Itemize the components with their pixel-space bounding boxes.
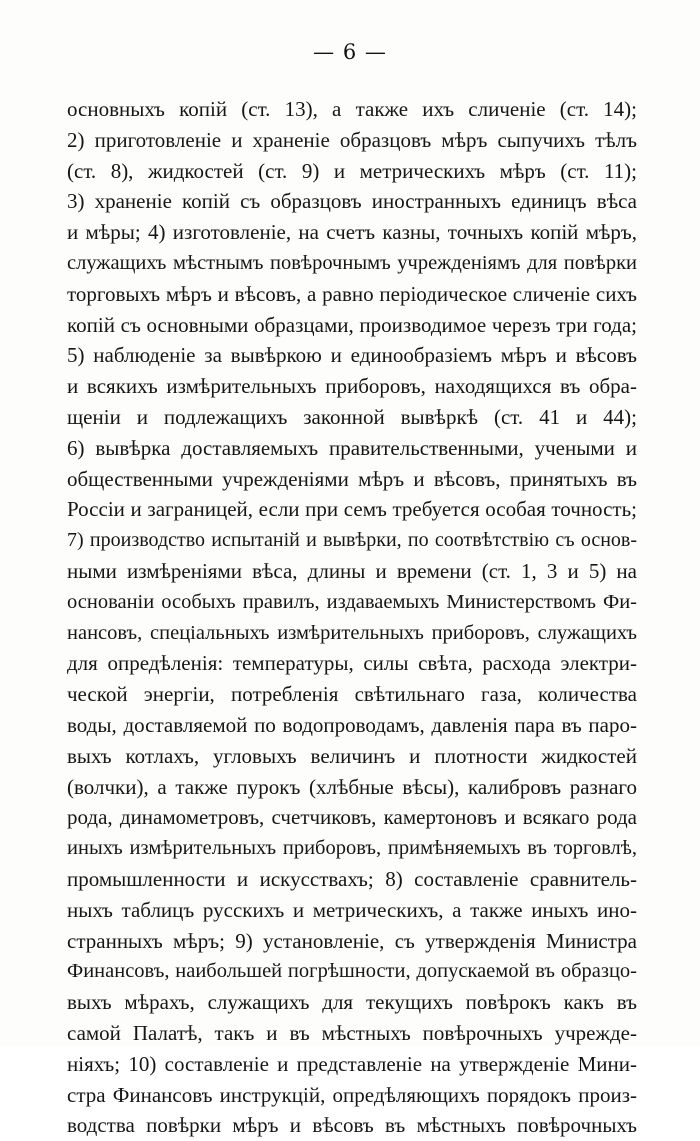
text-line: (волчки), а также пурокъ (хлѣбные вѣсы), калибровъ разнаго: [67, 774, 637, 799]
text-line: Россіи и заграницей, если при семъ требуется особая точность;: [67, 497, 637, 522]
text-line: и всякихъ измѣрительныхъ приборовъ, находящихся въ обра-: [67, 374, 637, 399]
body-text: [67, 94, 637, 1141]
text-line: 3) храненіе копій съ образцовъ иностранныхъ единицъ вѣса: [67, 189, 637, 214]
text-line: выхъ котлахъ, угловыхъ величинъ и плотности жидкостей: [67, 743, 637, 768]
text-line: ными измѣреніями вѣса, длины и времени (ст. 1, 3 и 5) на: [67, 558, 637, 583]
text-line: основаніи особыхъ правилъ, издаваемыхъ Министерствомъ Фи-: [67, 590, 637, 613]
text-line: рода, динамометровъ, счетчиковъ, камертоновъ и всякаго рода: [67, 805, 637, 830]
text-line: щеніи и подлежащихъ законной вывѣркѣ (ст. 41 и 44);: [67, 404, 637, 429]
text-line: странныхъ мѣръ; 9) установленіе, съ утвержденія Министра: [67, 928, 637, 953]
page-number: — 6 —: [313, 40, 387, 64]
text-line: воды, доставляемой по водопроводамъ, давленія пара въ паро-: [67, 712, 637, 737]
text-line: копій съ основными образцами, производимое черезъ три года;: [67, 312, 637, 337]
text-line: водства повѣрки мѣръ и вѣсовъ въ мѣстныхъ повѣрочныхъ: [67, 1113, 637, 1138]
text-line: (ст. 8), жидкостей (ст. 9) и метрическихъ мѣръ (ст. 11);: [67, 158, 637, 183]
text-line: промышленности и искусствахъ; 8) составленіе сравнитель-: [67, 866, 637, 891]
text-line: 2) приготовленіе и храненіе образцовъ мѣръ сыпучихъ тѣлъ: [67, 127, 637, 152]
text-line: и мѣры; 4) изготовленіе, на счетъ казны, точныхъ копій мѣръ,: [67, 220, 637, 245]
text-line: иныхъ измѣрительныхъ приборовъ, примѣняемыхъ въ торговлѣ,: [67, 837, 637, 860]
text-line: ныхъ таблицъ русскихъ и метрическихъ, а также иныхъ ино-: [67, 897, 637, 922]
text-line: 7) производство испытаній и вывѣрки, по соотвѣтствію съ основ-: [67, 529, 637, 552]
text-line: основныхъ копій (ст. 13), а также ихъ сличеніе (ст. 14);: [67, 97, 637, 121]
text-line: 5) наблюденіе за вывѣркою и единообразіемъ мѣръ и вѣсовъ: [67, 343, 637, 368]
text-line: нансовъ, спеціальныхъ измѣрительныхъ приборовъ, служащихъ: [67, 621, 637, 644]
text-line: выхъ мѣрахъ, служащихъ для текущихъ повѣрокъ какъ въ: [67, 990, 637, 1015]
text-line: для опредѣленія: температуры, силы свѣта, расхода электри-: [67, 651, 637, 676]
text-line: торговыхъ мѣръ и вѣсовъ, а равно періодическое сличеніе сихъ: [67, 281, 637, 306]
text-line: Финансовъ, наибольшей погрѣшности, допускаемой въ образцо-: [67, 960, 637, 983]
text-line: ческой энергіи, потребленія свѣтильнаго газа, количества: [67, 682, 637, 707]
text-line: общественными учрежденіями мѣръ и вѣсовъ, принятыхъ въ: [67, 466, 637, 491]
text-line: стра Финансовъ инструкцій, опредѣляющихъ порядокъ произ-: [67, 1082, 637, 1107]
text-line: 6) вывѣрка доставляемыхъ правительственными, учеными и: [67, 435, 637, 460]
text-line: служащихъ мѣстнымъ повѣрочнымъ учрежденіямъ для повѣрки: [67, 251, 637, 274]
text-line: самой Палатѣ, такъ и въ мѣстныхъ повѣрочныхъ учрежде-: [67, 1020, 637, 1045]
text-line: ніяхъ; 10) составленіе и представленіе на утвержденіе Мини-: [67, 1051, 637, 1076]
